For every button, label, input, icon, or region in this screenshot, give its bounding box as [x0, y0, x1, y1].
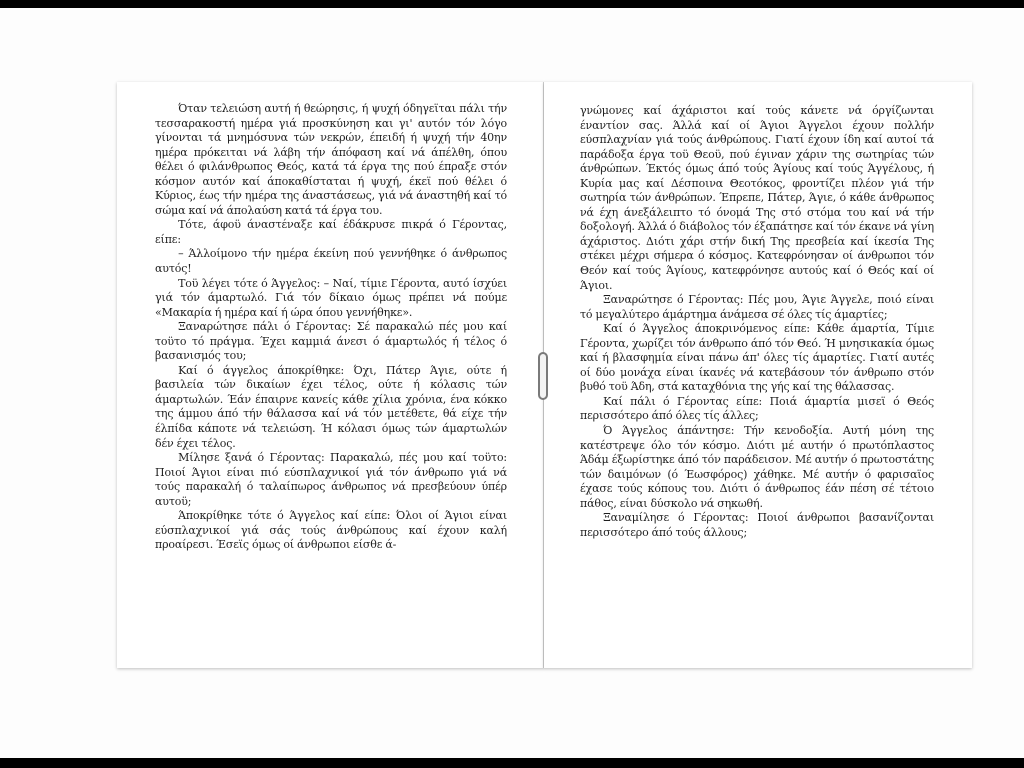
paragraph: Καί ό άγγελος άποκρίθηκε: Όχι, Πάτερ Άγιε, ούτε ή βασιλεία τών δικαίων έχει τέλος, ούτε ή κόλασις τών άμαρτωλών. Έάν έπαιρνε κανείς κάθε χίλια χρόνια, ένα κόκκο της άμμου άπό τήν θάλασσα καί νά τόν μετέθετε, θά είχε τήν έλπίδα κάποτε νά τελειώση. Ή κόλασι όμως τών άμαρτωλών δέν έχει τέλος.: [155, 363, 507, 450]
left-page: [117, 82, 544, 668]
right-page: [544, 82, 972, 668]
left-page-text: [155, 102, 507, 553]
paragraph: – Άλλοίμονο τήν ημέρα έκείνη πού γεννήθηκε ό άνθρωπος αυτός!: [155, 247, 507, 276]
paragraph: Τοϋ λέγει τότε ό Άγγελος: – Ναί, τίμιε Γέροντα, αυτό ίσχύει γιά τόν άμαρτωλό. Γιά τόν δίκαιο όμως πρέπει νά πούμε «Μακαρία ή ημέρα καί ή ώρα όπου γεννήθηκε».: [155, 276, 507, 319]
binding-staple: [538, 352, 548, 400]
paragraph: Καί ό Άγγελος άποκρινόμενος είπε: Κάθε άμαρτία, Τίμιε Γέροντα, χωρίζει τόν άνθρωπο άπό τόν Θεό. Ή μνησικακία όμως καί ή βλασφημία είναι πάνω άπ' όλες τίς άμαρτίες. Γιατί αυτές οί δύο μονάχα είναι ίκανές νά κατεβάσουν τόν άνθρωπο στόν βυθό τοϋ Άδη, στά καταχθόνια της γής καί της θάλασσας.: [580, 322, 934, 394]
paragraph: Ξαναρώτησε πάλι ό Γέροντας: Σέ παρακαλώ πές μου καί τοϋτο τό πράγμα. Έχει καμμιά άνεσι ό άμαρτωλός ή τέλος ό βασανισμός του;: [155, 320, 507, 363]
paragraph: Τότε, άφοϋ άναστέναξε καί έδάκρυσε πικρά ό Γέροντας, είπε:: [155, 218, 507, 246]
paragraph: Ξαναμίλησε ό Γέροντας: Ποιοί άνθρωποι βασανίζονται περισσότερο άπό τούς άλλους;: [580, 511, 934, 539]
paragraph: Όταν τελειώση αυτή ή θεώρησις, ή ψυχή όδηγεϊται πάλι τήν τεσσαρακοστή ημέρα γιά προσκύνηση και γι' αυτόν τόν λόγο γίνονται τά μνημόσυνα τών νεκρών, έπειδή ή ψυχή τήν 40ην ημέρα πρόκειται νά λάβη τήν άπόφαση καί νά άπέλθη, όπου θέλει ό φιλάνθρωπος Θεός, κατά τά έργα της πού έπραξε στόν κόσμον αυτόν καί άποκαθίσταται ή ψυχή, έκεϊ πού θέλει ό Κύριος, έως τήν ημέρα της άναστάσεως, γιά νά άναστηθή καί τό σώμα καί νά άπολαύση κατά τά έργα του.: [155, 102, 507, 217]
paragraph: Καί πάλι ό Γέροντας είπε: Ποιά άμαρτία μισεϊ ό Θεός περισσότερο άπό όλες τίς άλλες;: [580, 394, 934, 423]
paragraph: Μίλησε ξανά ό Γέροντας: Παρακαλώ, πές μου καί τοϋτο: Ποιοί Άγιοι είναι πιό εύσπλαχνικοί γιά τόν άνθρωπο γιά νά τούς παρακαλή ό ταλαίπωρος άνθρωπος νά πρεσβεύουν ύπέρ αυτοϋ;: [155, 451, 507, 508]
paragraph: Ξαναρώτησε ό Γέροντας: Πές μου, Άγιε Άγγελε, ποιό είναι τό μεγαλύτερο άμάρτημα άνάμεσα σέ όλες τίς άμαρτίες;: [580, 293, 934, 321]
paragraph: Άποκρίθηκε τότε ό Άγγελος καί είπε: Όλοι οί Άγιοι είναι εύσπλαχνικοί γιά σάς τούς άνθρώπους καί έχουν καλή προαίρεσι. Έσεϊς όμως οί άνθρωποι είσθε ά-: [155, 509, 507, 552]
paragraph-continued: γνώμονες καί άχάριστοι καί τούς κάνετε νά όργίζωνται έναντίον σας. Άλλά καί οί Άγιοι Άγγελοι έχουν πολλήν εύσπλαχνίαν γιά τούς άνθρώπους. Γιατί έχουν ίδη καί αυτοί τά παράδοξα έργα τοϋ Θεοϋ, πού έγιναν χάριν της σωτηρίας τών άνθρώπων. Έκτός όμως άπό τούς Άγίους καί τούς Άγγέλους, ή Κυρία μας καί Δέσποινα Θεοτόκος, φροντίζει πλέον γιά τήν σωτηρία τών άνθρώπων. Έπρεπε, Πάτερ, Άγιε, ό κάθε άνθρωπος νά έχη άνεξάλειπτο τό όνομά Της στό στόμα του καί νά τήν δοξολογή. Άλλά ό διάβολος τόν έξαπάτησε καί τόν έκανε νά γίνη άχάριστος. Διότι χάρι στήν δική Της πρεσβεία καί ίκεσία Της στέκει μέχρι σήμερα ό κόσμος. Κατεφρόνησαν οί άνθρωποι τόν Θεόν καί τούς Άγίους, κατεφρόνησε αυτούς καί ό Θεός καί οί Άγιοι.: [580, 104, 934, 292]
paragraph: Ό Άγγελος άπάντησε: Τήν κενοδοξία. Αυτή μόνη της κατέστρεψε όλο τόν κόσμο. Διότι μέ αυτήν ό πρωτόπλαστος Άδάμ έξωρίστηκε άπό τόν παράδεισον. Μέ αυτήν ό πρωτοστάτης τών δαιμόνων (ό Έωσφόρος) χάθηκε. Μέ αυτήν ό φαρισαϊος έχασε τούς κόπους του. Διότι ό άνθρωπος έάν πέση σέ τέτοιο πάθος, είναι δύσκολο νά σηκωθή.: [580, 424, 934, 510]
right-page-text: [580, 104, 934, 540]
